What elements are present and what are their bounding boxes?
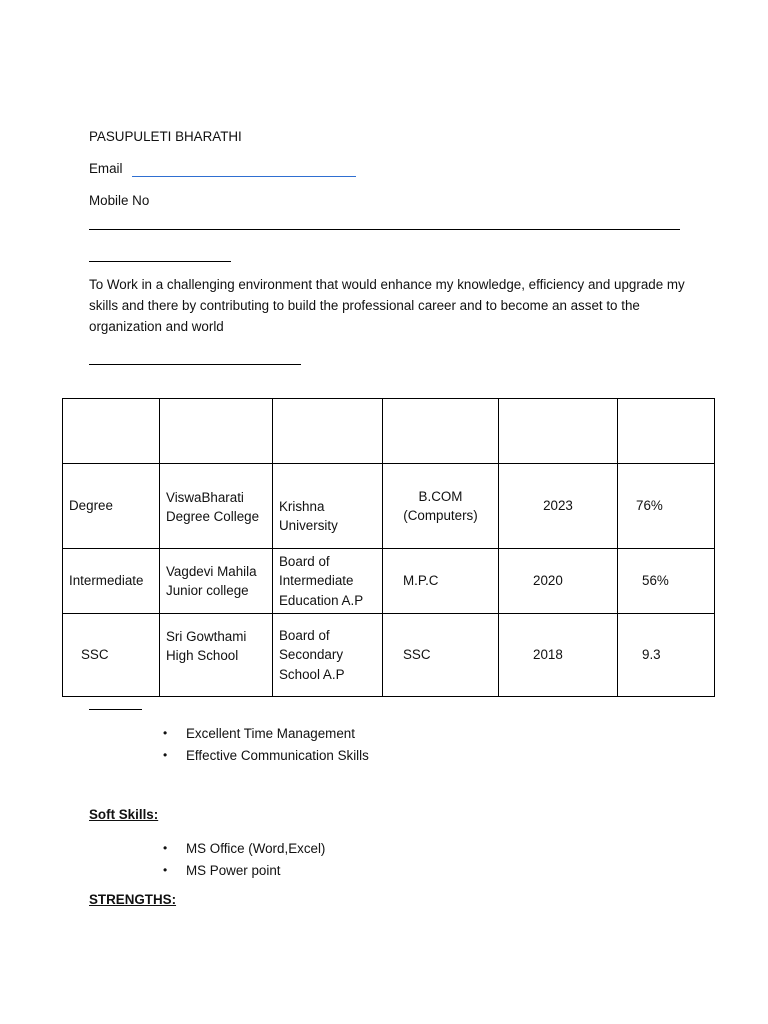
table-row (63, 614, 715, 697)
group-cell: M.P.C (383, 549, 499, 614)
table-row (63, 464, 715, 549)
education-heading-rule (89, 364, 301, 365)
skills-heading-rule (89, 709, 142, 710)
score-cell: 9.3 (618, 614, 715, 697)
candidate-name: PASUPULETI BHARATHI (89, 129, 242, 144)
institute-cell: ViswaBharati Degree College (160, 464, 273, 549)
soft-skills-list (163, 837, 325, 881)
list-item (163, 744, 369, 766)
board-cell: Board of Intermediate Education A.P (273, 549, 383, 614)
bullet-icon: • (163, 748, 168, 762)
table-row (63, 549, 715, 614)
career-objective: To Work in a challenging environment that would enhance my knowledge, efficiency and upgrade my skills and there by contributing to build the professional career and to become an asset to the organization and world (89, 277, 685, 334)
year-cell: 2020 (499, 549, 618, 614)
bullet-icon: • (163, 841, 168, 855)
header-divider (89, 229, 680, 230)
list-item (163, 859, 325, 881)
skills-list (163, 722, 369, 766)
education-table (62, 398, 715, 697)
mobile-label: Mobile No (89, 193, 150, 208)
list-item (163, 837, 325, 859)
group-cell: SSC (383, 614, 499, 697)
bullet-icon: • (163, 863, 168, 877)
email-label: Email (89, 161, 123, 176)
board-cell: Board of Secondary School A.P (273, 614, 383, 697)
table-header-row (63, 399, 715, 464)
institute-cell: Sri Gowthami High School (160, 614, 273, 697)
list-item (163, 722, 369, 744)
course-cell: Degree (63, 464, 160, 549)
soft-skills-heading: Soft Skills: (89, 807, 159, 822)
score-cell: 56% (618, 549, 715, 614)
skill-text: Effective Communication Skills (186, 747, 369, 763)
course-cell: SSC (63, 614, 160, 697)
skill-text: MS Power point (186, 862, 281, 878)
score-cell: 76% (618, 464, 715, 549)
strengths-heading: STRENGTHS: (89, 892, 177, 907)
institute-cell: Vagdevi Mahila Junior college (160, 549, 273, 614)
bullet-icon: • (163, 726, 168, 740)
year-cell: 2018 (499, 614, 618, 697)
course-cell: Intermediate (63, 549, 160, 614)
board-cell: Krishna University (273, 464, 383, 549)
skill-text: Excellent Time Management (186, 725, 355, 741)
group-cell: B.COM (Computers) (383, 464, 499, 549)
skill-text: MS Office (Word,Excel) (186, 840, 326, 856)
year-cell: 2023 (499, 464, 618, 549)
objective-heading-rule (89, 261, 231, 262)
email-underline (132, 176, 356, 177)
